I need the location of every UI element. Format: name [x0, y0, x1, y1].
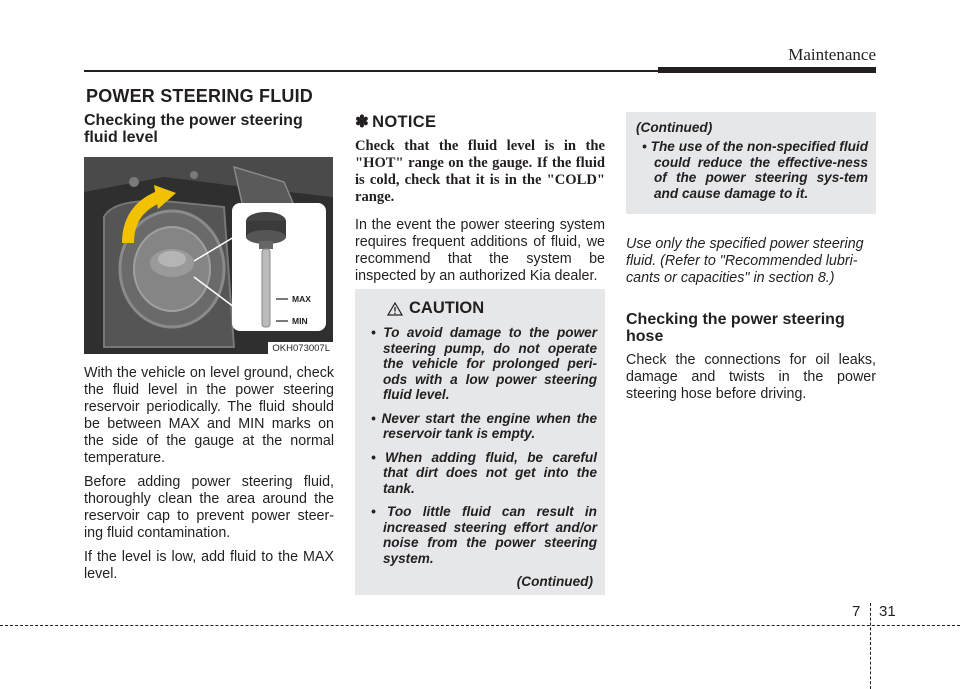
notice-title: NOTICE [372, 113, 437, 131]
caution-heading [387, 299, 597, 318]
continued-heading: (Continued) [636, 120, 713, 135]
caution-list [365, 325, 597, 566]
list-item: • Never start the engine when the reservoir tank is empty. [371, 410, 597, 441]
notice-body-text: In the event the power steering system requires frequent additions of fluid, we recommend that the system be inspected by an authorized Kia dealer. [355, 217, 605, 284]
max-label: MAX [292, 294, 311, 304]
list-item: • When adding fluid, be careful that dirt does not get into the tank. [371, 449, 597, 496]
caution-continued: (Continued) [516, 574, 593, 589]
list-item: • To avoid damage to the power steering pump, do not operate the vehicle for prolonged peri-ods with a low power steering fluid level. [371, 325, 597, 402]
dipstick-icon [232, 203, 326, 331]
paragraph-hose-check: Check the connections for oil leaks, damage and twists in the power steering hose before driving. [626, 352, 876, 402]
footer-rule [0, 625, 960, 626]
subsection-title-hose: Checking the power steering hose [626, 311, 845, 345]
section-title: POWER STEERING FLUID [86, 86, 314, 106]
running-header: Maintenance [788, 45, 876, 64]
column-middle [355, 112, 605, 285]
asterisk-icon: ✽ [355, 113, 370, 131]
paragraph-level-check: With the vehicle on level ground, check the fluid level in the power steering reservoir periodically. The fluid should be between MAX and MIN marks on the side of the gauge at the normal temperature. [84, 365, 334, 466]
figure-code: OKH073007L [268, 342, 333, 354]
caution-box [355, 289, 605, 595]
column-left [84, 112, 334, 583]
page-number: 31 [879, 603, 896, 620]
list-item: • The use of the non-specified fluid could reduce the effective-ness of the power steering sys-tem and cause damage to it. [642, 139, 868, 201]
caution-title: CAUTION [409, 299, 485, 317]
notice-bold-text: Check that the fluid level is in the "HOT" range on the gauge. If the fluid is cold, check that it is in the "COLD" range. [355, 138, 605, 205]
continued-box [626, 112, 876, 214]
chapter-number: 7 [852, 603, 861, 620]
footer-divider [870, 603, 871, 689]
warning-triangle-icon [387, 302, 403, 316]
specified-fluid-note: Use only the specified power steering fluid. (Refer to "Recommended lubri-cants or capacities" in section 8.) [626, 236, 864, 286]
reservoir-figure [84, 157, 333, 354]
paragraph-add-fluid: If the level is low, add fluid to the MAX level. [84, 549, 334, 582]
notice-heading [355, 112, 605, 132]
dipstick-inset [232, 203, 326, 331]
paragraph-clean-cap: Before adding power steering fluid, thoroughly clean the area around the reservoir cap to prevent power steer-ing fluid contamination. [84, 474, 334, 541]
header-bar [658, 67, 876, 73]
column-right [626, 236, 876, 403]
min-label: MIN [292, 316, 308, 326]
continued-list [636, 139, 868, 201]
header-rule [84, 70, 658, 72]
subsection-title-fluid-level: Checking the power steering fluid level [84, 112, 303, 146]
list-item: • Too little fluid can result in increased steering effort and/or noise from the power steering system. [371, 504, 597, 566]
